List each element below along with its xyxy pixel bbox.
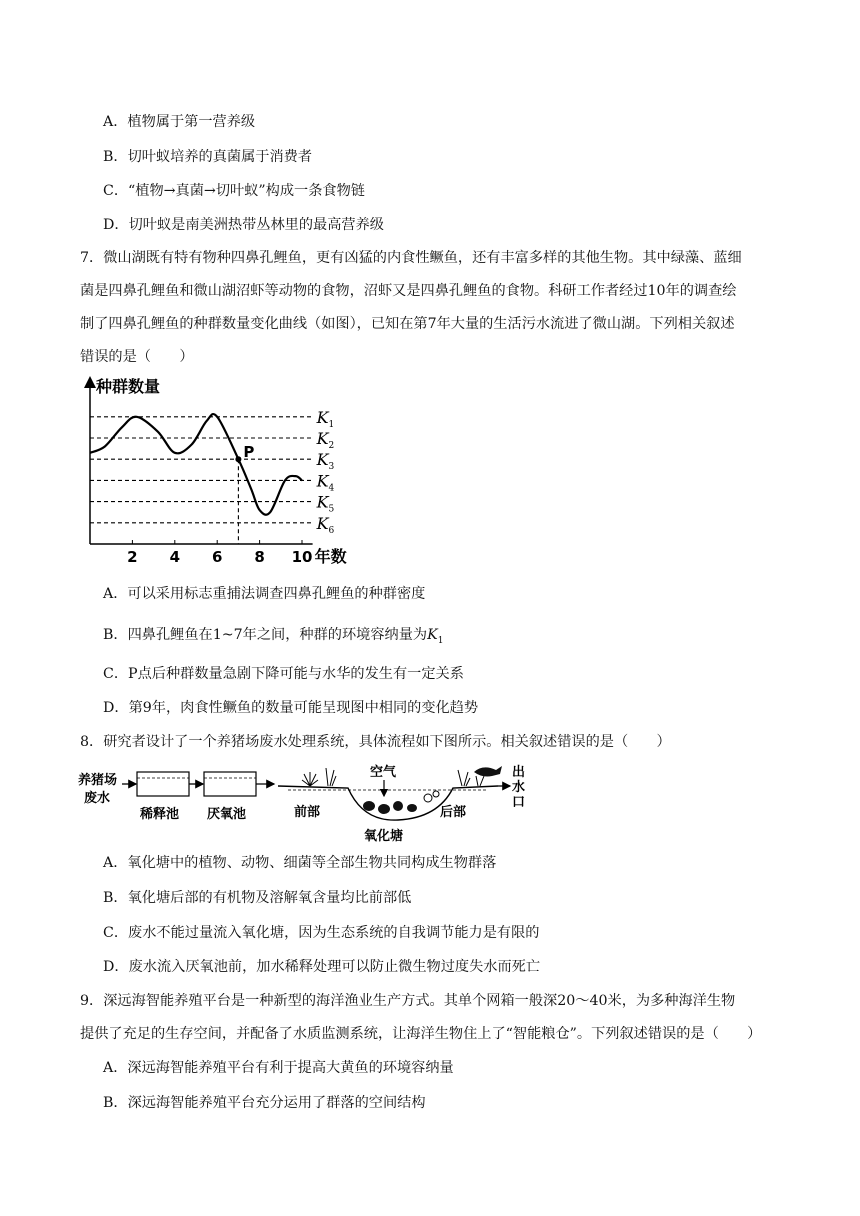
q9-option-a: A．深远海智能养殖平台有利于提高大黄鱼的环境容纳量: [103, 1060, 454, 1076]
k-level-subscript: 2: [328, 441, 335, 451]
q7-stem-line-2: 菌是四鼻孔鲤鱼和微山湖沼虾等动物的食物，沼虾又是四鼻孔鲤鱼的食物。科研工作者经过10年的调查绘: [80, 283, 737, 299]
q8-option-a: A．氧化塘中的植物、动物、细菌等全部生物共同构成生物群落: [103, 855, 497, 871]
x-tick-label: 8: [254, 548, 265, 566]
q6-option-b: B．切叶蚁培养的真菌属于消费者: [103, 149, 313, 165]
q7-option-c: C．P点后种群数量急剧下降可能与水华的发生有一定关系: [103, 666, 464, 682]
k-level-label: $K_2$: [316, 429, 335, 451]
back-label: 后部: [440, 805, 467, 820]
k-level-label: $K_4$: [316, 471, 335, 494]
q8-option-b: B．氧化塘后部的有机物及溶解氧含量均比前部低: [103, 890, 412, 906]
x-tick-label: 10: [291, 548, 313, 566]
q7-option-b: [103, 625, 443, 651]
x-tick-label: 4: [169, 548, 181, 566]
population-curve: [90, 414, 302, 515]
anaerobic-label: 厌氧池: [207, 807, 247, 822]
outlet-label: 出水口: [512, 765, 526, 810]
x-axis-label: 年数: [314, 547, 347, 566]
source-label-line2: 废水: [84, 791, 111, 806]
point-p-label: P: [243, 443, 255, 462]
air-label: 空气: [370, 765, 397, 780]
k-level-label: $K_1$: [316, 407, 335, 430]
k-level-subscript: 5: [328, 504, 335, 515]
fish-icon: [474, 766, 502, 777]
k-level-subscript: 3: [328, 462, 335, 473]
k-level-label: $K_5$: [316, 492, 335, 515]
population-chart: [78, 374, 368, 574]
wastewater-diagram: [78, 762, 528, 844]
q6-option-c: C．“植物→真菌→切叶蚁”构成一条食物链: [103, 183, 365, 199]
q7-stem-line-1: 7．微山湖既有特有物种四鼻孔鲤鱼，更有凶猛的内食性鳜鱼，还有丰富多样的其他生物。其中绿藻、蓝细: [80, 250, 742, 266]
q8-stem: 8．研究者设计了一个养猪场废水处理系统，具体流程如下图所示。相关叙述错误的是（ ）: [80, 734, 671, 750]
k-level-label: $K_3$: [316, 450, 335, 473]
q7-option-a: A．可以采用标志重捕法调查四鼻孔鲤鱼的种群密度: [103, 586, 426, 602]
dilution-label: 稀释池: [140, 807, 180, 822]
algae-icon: [363, 791, 439, 814]
q7-option-d: D．第9年，肉食性鳜鱼的数量可能呈现图中相同的变化趋势: [103, 700, 479, 716]
k1-subscript: 1: [437, 635, 444, 646]
q9-stem-line-1: 9．深远海智能养殖平台是一种新型的海洋渔业生产方式。其单个网箱一般深20～40米，为多种海洋生物: [80, 993, 736, 1009]
k-level-subscript: 6: [328, 525, 335, 536]
y-axis-label: 种群数量: [96, 377, 161, 396]
q8-option-d: D．废水流入厌氧池前，加水稀释处理可以防止微生物过度失水而死亡: [103, 959, 541, 975]
q6-option-d: D．切叶蚁是南美洲热带丛林里的最高营养级: [103, 217, 384, 233]
k-level-subscript: 4: [328, 483, 335, 494]
q7-option-b-text: B．四鼻孔鲤鱼在1~7年之间，种群的环境容纳量为: [103, 627, 428, 643]
x-tick-label: 2: [127, 548, 138, 566]
point-p-marker: [235, 456, 241, 462]
q8-option-c: C．废水不能过量流入氧化塘，因为生态系统的自我调节能力是有限的: [103, 925, 540, 941]
q7-stem-line-4: 错误的是（ ）: [80, 349, 194, 365]
k-level-label: $K_6$: [316, 513, 335, 536]
k-level-subscript: 1: [328, 419, 335, 430]
k1-symbol: K: [427, 627, 438, 643]
plant-icon: [302, 768, 336, 786]
oxidation-label: 氧化塘: [364, 829, 404, 844]
q9-stem-line-2: 提供了充足的生存空间，并配备了水质监测系统，让海洋生物住上了“智能粮仓”。下列叙述错误的是（ ）: [80, 1026, 762, 1042]
q9-option-b: B．深远海智能养殖平台充分运用了群落的空间结构: [103, 1095, 426, 1111]
x-tick-label: 6: [211, 548, 223, 566]
front-label: 前部: [294, 805, 321, 820]
q6-option-a: A．植物属于第一营养级: [103, 114, 256, 130]
source-label-line1: 养猪场: [78, 773, 118, 788]
q7-stem-line-3: 制了四鼻孔鲤鱼的种群数量变化曲线（如图），已知在第7年大量的生活污水流进了微山湖。下列相关叙述: [80, 316, 735, 332]
anaerobic-tank: [204, 772, 256, 796]
dilution-tank: [137, 772, 189, 796]
